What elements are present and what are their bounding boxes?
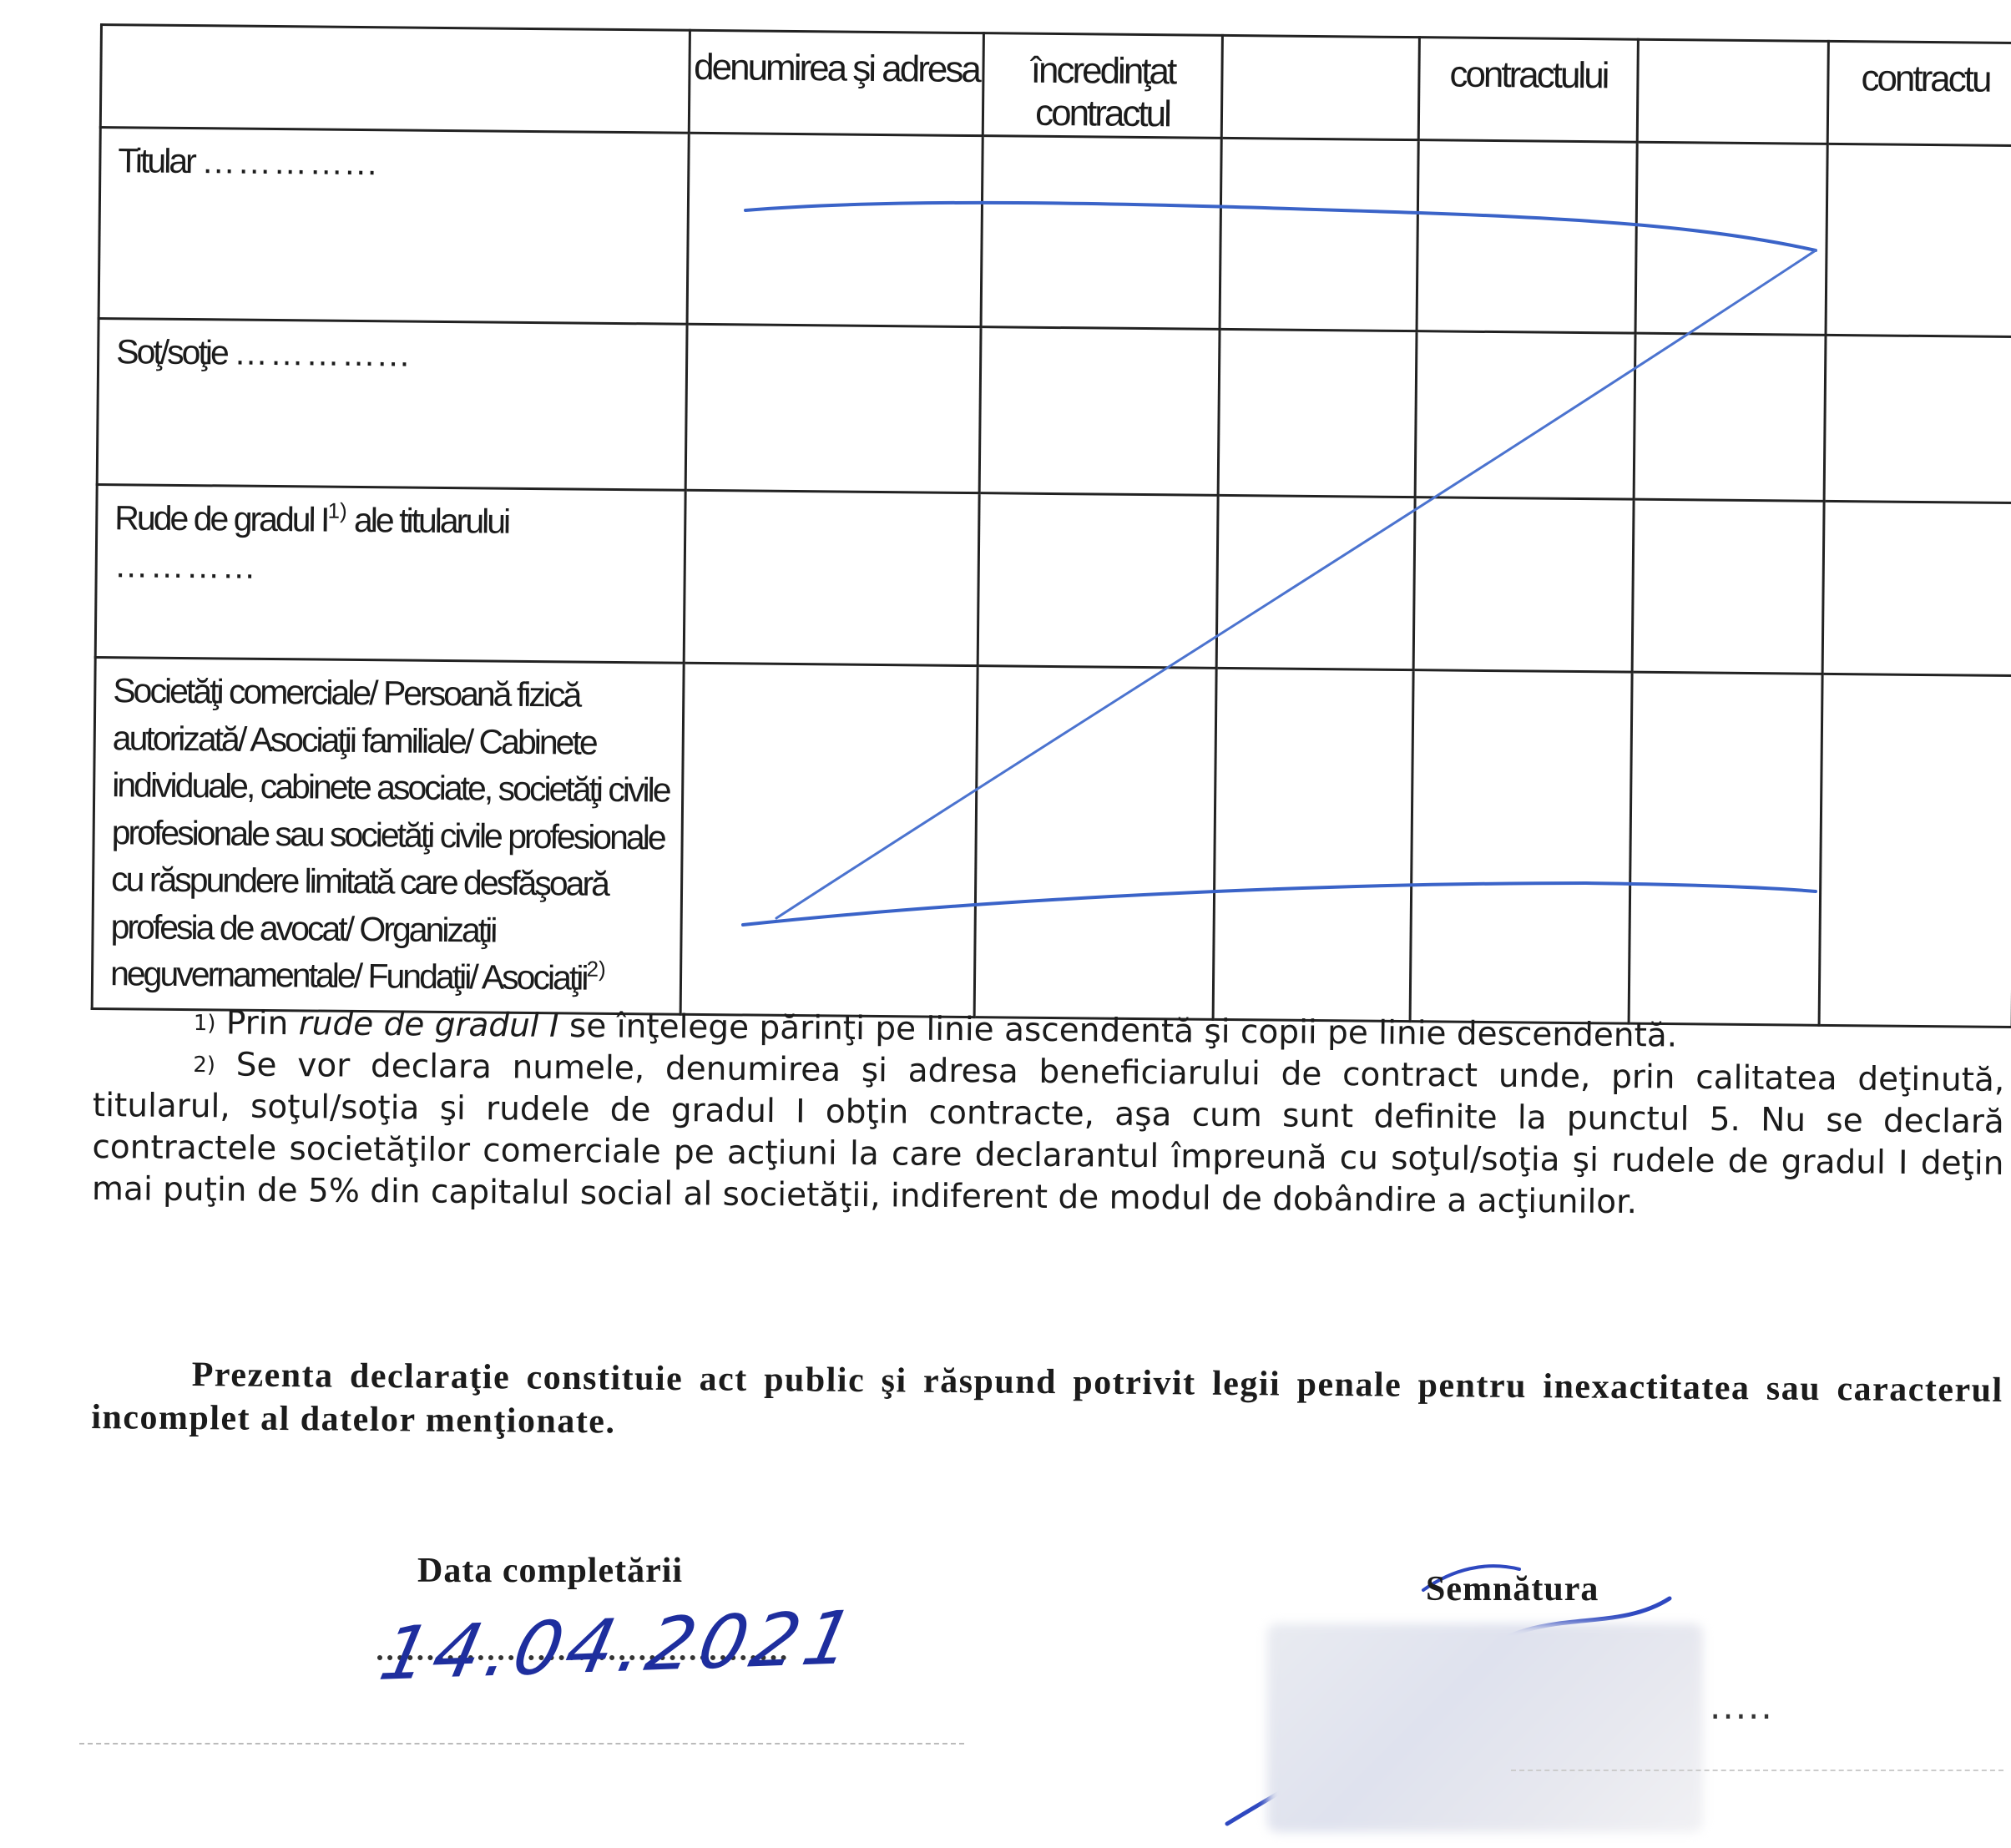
liability-statement: Prezenta declaraţie constituie act public şi răspund potrivit legii penale pentru inexactitatea sau caracterul incomplet al datelor menţionate.	[91, 1356, 2003, 1442]
table-cell	[1635, 142, 1827, 335]
row-label-text-after: ale titularului	[346, 500, 509, 541]
row-label-relatives	[95, 484, 685, 663]
footnote-marker: 2)	[193, 1053, 216, 1078]
row-label-text: Soţ/soţie	[116, 332, 227, 372]
handwritten-date: 14.04.2021	[372, 1594, 867, 1697]
table-cell	[1220, 138, 1418, 331]
footnote-2	[92, 1043, 2005, 1227]
table-header-row	[100, 25, 2011, 146]
table-cell	[1417, 140, 1637, 334]
table-cell	[1410, 670, 1632, 1023]
table-cell	[1413, 497, 1634, 673]
table-cell	[1218, 329, 1417, 497]
footnote-text: Se vor declara numele, denumirea şi adresa beneficiarului de contract unde, prin calitatea deţinută, titularul, soţul/soţia şi rudele de gradul I obţin contracte, aşa cum sunt definite la punctul 5. Nu se declară contractele societăţilor comerciale pe acţiuni la care declarantul împreună cu soţul/soţia şi rudele de gradul I deţin mai puţin de 5% din capitalul social al societăţii, indiferent de modul de dobândire a acţiunilor.	[91, 1046, 2005, 1222]
table-cell	[1213, 668, 1413, 1021]
scan-artifact-line	[79, 1743, 964, 1744]
table-cell	[1629, 672, 1822, 1025]
table-cell	[1822, 501, 2011, 675]
table-cell	[1415, 331, 1635, 500]
row-label-text: Societăţi comerciale/ Persoană fizică autorizată/ Asociaţii familiale/ Cabinete individuale, cabinete asociate, societăţi civile profesionale sau societăţi civile profesionale cu răspundere limitată care desfăşoară profesia de avocat/ Organizaţii neguvernamentale/ Fundaţii/ Asociaţii	[109, 671, 669, 998]
table-cell	[979, 327, 1220, 496]
footnote-marker: 1)	[193, 1011, 216, 1037]
table-row	[99, 128, 2011, 337]
col-header	[1637, 39, 1828, 144]
footnote-text: Prin	[215, 1004, 299, 1043]
table-row	[97, 318, 2011, 502]
fill-dots: …………	[114, 545, 258, 586]
table-cell	[680, 663, 978, 1017]
table-cell	[981, 136, 1221, 330]
table-row	[92, 657, 2011, 1027]
table-cell	[1634, 333, 1826, 501]
table-cell	[687, 133, 983, 326]
footnote-ref: 1)	[327, 497, 347, 523]
row-label-titular	[99, 128, 689, 325]
row-label-text: Rude de gradul I	[114, 498, 328, 539]
redacted-signature	[1267, 1623, 1703, 1832]
footnotes	[92, 1002, 2005, 1227]
col-header	[1221, 35, 1419, 139]
fill-dots: …………...	[200, 142, 379, 183]
footnote-ref: 2)	[586, 957, 606, 982]
col-header: contractului	[1418, 38, 1638, 143]
contracts-table	[91, 23, 2011, 1028]
table-cell	[974, 666, 1216, 1020]
col-header: încredinţat contractul	[983, 33, 1222, 139]
row-label-text: Titular	[118, 141, 195, 181]
scan-artifact-line	[1511, 1770, 2003, 1771]
fill-dots: …………...	[233, 333, 412, 374]
col-header: denumirea şi adresa	[689, 30, 983, 135]
table-cell	[1216, 495, 1415, 669]
signature-dotted-line: .....	[1710, 1686, 1774, 1727]
row-label-entities	[92, 657, 684, 1014]
table-cell	[1826, 144, 2011, 336]
footnote-italic: rude de gradul I	[298, 1005, 559, 1045]
signature-label: Semnătura	[1426, 1570, 1599, 1608]
table-cell	[1632, 499, 1824, 674]
col-header: contractu	[1827, 41, 2011, 145]
table-cell	[1819, 674, 2011, 1027]
footnote-text: se înţelege părinţi pe linie ascendentă şi copii pe linie descendentă.	[558, 1007, 1678, 1055]
table-cell	[685, 324, 981, 492]
table-row	[95, 484, 2011, 675]
date-label: Data completării	[417, 1552, 684, 1590]
col-header	[100, 25, 690, 134]
table-cell	[978, 493, 1218, 669]
row-label-spouse	[97, 318, 687, 490]
table-cell	[684, 490, 979, 665]
table-cell	[1824, 335, 2011, 502]
